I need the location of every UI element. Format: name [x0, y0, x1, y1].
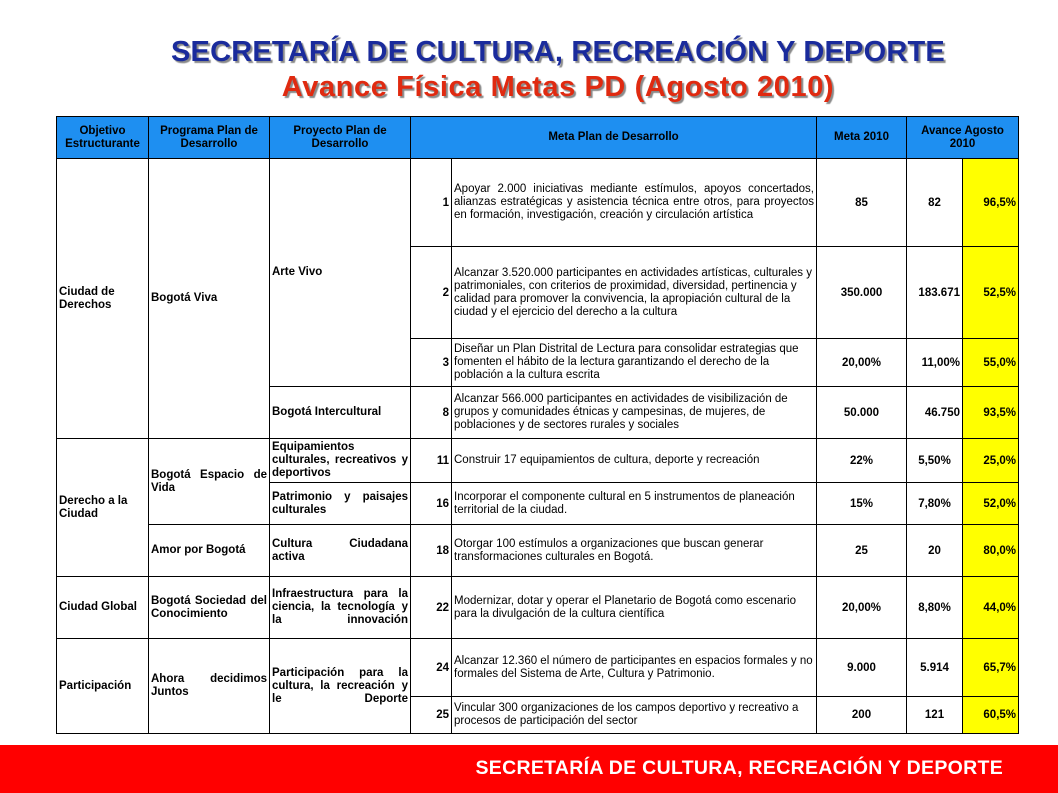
avance-value: 82: [907, 159, 963, 247]
avance-percent: 44,0%: [963, 577, 1019, 639]
footer-bar: [0, 745, 1058, 793]
proyecto-cell: Patrimonio y paisajes culturales: [270, 483, 411, 525]
avance-value: 11,00%: [907, 339, 963, 387]
meta-2010-value: 9.000: [817, 639, 907, 697]
meta-number: 3: [411, 339, 452, 387]
meta-description: Alcanzar 3.520.000 participantes en actividades artísticas, culturales y patrimoniales, con criterios de proximidad, diversidad, pertinencia y calidad para promover la convivencia, la apropiación cultural de la ciudad y el ejercicio del derecho a la cultura: [452, 247, 817, 339]
avance-percent: 52,0%: [963, 483, 1019, 525]
proyecto-cell: Participación para la cultura, la recreación y le Deporte: [270, 639, 411, 734]
avance-value: 183.671: [907, 247, 963, 339]
meta-description: Vincular 300 organizaciones de los campos deportivo y recreativo a procesos de participación del sector: [452, 697, 817, 734]
col-header-meta-2010: Meta 2010: [817, 117, 907, 159]
col-header-avance: Avance Agosto 2010: [907, 117, 1019, 159]
col-header-programa: Programa Plan de Desarrollo: [149, 117, 270, 159]
objetivo-cell: Ciudad Global: [57, 577, 149, 639]
proyecto-cell: Infraestructura para la ciencia, la tecnología y la innovación: [270, 577, 411, 639]
meta-number: 16: [411, 483, 452, 525]
meta-number: 25: [411, 697, 452, 734]
proyecto-cell: Arte Vivo: [270, 159, 411, 387]
table-header-row: [57, 117, 1019, 159]
avance-value: 8,80%: [907, 577, 963, 639]
page-title: SECRETARÍA DE CULTURA, RECREACIÓN Y DEPORTE: [171, 36, 945, 68]
metas-table: [56, 116, 1019, 734]
programa-cell: Bogotá Viva: [149, 159, 270, 439]
col-header-proyecto: Proyecto Plan de Desarrollo: [270, 117, 411, 159]
meta-description: Apoyar 2.000 iniciativas mediante estímulos, apoyos concertados, alianzas estratégicas y asistencia técnica entre otros, para proyectos en formación, investigación, creación y circulación artística: [452, 159, 817, 247]
table-row: [57, 639, 1019, 697]
avance-value: 121: [907, 697, 963, 734]
meta-2010-value: 20,00%: [817, 577, 907, 639]
meta-2010-value: 20,00%: [817, 339, 907, 387]
objetivo-cell: Ciudad de Derechos: [57, 159, 149, 439]
table-row: [57, 159, 1019, 247]
table-row: [57, 577, 1019, 639]
col-header-meta-pd: Meta Plan de Desarrollo: [411, 117, 817, 159]
programa-cell: Bogotá Espacio de Vida: [149, 439, 270, 525]
proyecto-cell: Equipamientos culturales, recreativos y deportivos: [270, 439, 411, 483]
meta-description: Construir 17 equipamientos de cultura, deporte y recreación: [452, 439, 817, 483]
avance-percent: 96,5%: [963, 159, 1019, 247]
meta-number: 24: [411, 639, 452, 697]
meta-2010-value: 85: [817, 159, 907, 247]
meta-2010-value: 22%: [817, 439, 907, 483]
avance-value: 20: [907, 525, 963, 577]
objetivo-cell: Participación: [57, 639, 149, 734]
meta-description: Incorporar el componente cultural en 5 instrumentos de planeación territorial de la ciudad.: [452, 483, 817, 525]
col-header-objetivo: Objetivo Estructurante: [57, 117, 149, 159]
meta-description: Otorgar 100 estímulos a organizaciones que buscan generar transformaciones culturales en Bogotá.: [452, 525, 817, 577]
avance-percent: 52,5%: [963, 247, 1019, 339]
avance-percent: 93,5%: [963, 387, 1019, 439]
avance-value: 46.750: [907, 387, 963, 439]
avance-percent: 55,0%: [963, 339, 1019, 387]
meta-number: 2: [411, 247, 452, 339]
meta-2010-value: 200: [817, 697, 907, 734]
objetivo-cell: Derecho a la Ciudad: [57, 439, 149, 577]
meta-2010-value: 50.000: [817, 387, 907, 439]
avance-value: 5,50%: [907, 439, 963, 483]
meta-number: 11: [411, 439, 452, 483]
meta-description: Alcanzar 566.000 participantes en actividades de visibilización de grupos y comunidades étnicas y campesinas, de mujeres, de poblaciones y de sectores rurales y sociales: [452, 387, 817, 439]
meta-number: 18: [411, 525, 452, 577]
page-subtitle: Avance Física Metas PD (Agosto 2010): [281, 71, 835, 103]
table-row: [57, 525, 1019, 577]
meta-2010-value: 350.000: [817, 247, 907, 339]
programa-cell: Ahora decidimos Juntos: [149, 639, 270, 734]
footer-title: SECRETARÍA DE CULTURA, RECREACIÓN Y DEPORTE: [475, 757, 1003, 779]
avance-percent: 80,0%: [963, 525, 1019, 577]
meta-number: 8: [411, 387, 452, 439]
meta-description: Diseñar un Plan Distrital de Lectura para consolidar estrategias que fomenten el hábito de la lectura garantizando el derecho de la población a la cultura escrita: [452, 339, 817, 387]
avance-percent: 65,7%: [963, 639, 1019, 697]
avance-percent: 60,5%: [963, 697, 1019, 734]
meta-2010-value: 15%: [817, 483, 907, 525]
meta-number: 1: [411, 159, 452, 247]
meta-2010-value: 25: [817, 525, 907, 577]
programa-cell: Bogotá Sociedad del Conocimiento: [149, 577, 270, 639]
avance-value: 5.914: [907, 639, 963, 697]
table-row: [57, 439, 1019, 483]
meta-description: Modernizar, dotar y operar el Planetario de Bogotá como escenario para la divulgación de la cultura científica: [452, 577, 817, 639]
programa-cell: Amor por Bogotá: [149, 525, 270, 577]
proyecto-cell: Cultura Ciudadana activa: [270, 525, 411, 577]
meta-description: Alcanzar 12.360 el número de participantes en espacios formales y no formales del Sistema de Arte, Cultura y Patrimonio.: [452, 639, 817, 697]
meta-number: 22: [411, 577, 452, 639]
proyecto-cell: Bogotá Intercultural: [270, 387, 411, 439]
avance-value: 7,80%: [907, 483, 963, 525]
avance-percent: 25,0%: [963, 439, 1019, 483]
